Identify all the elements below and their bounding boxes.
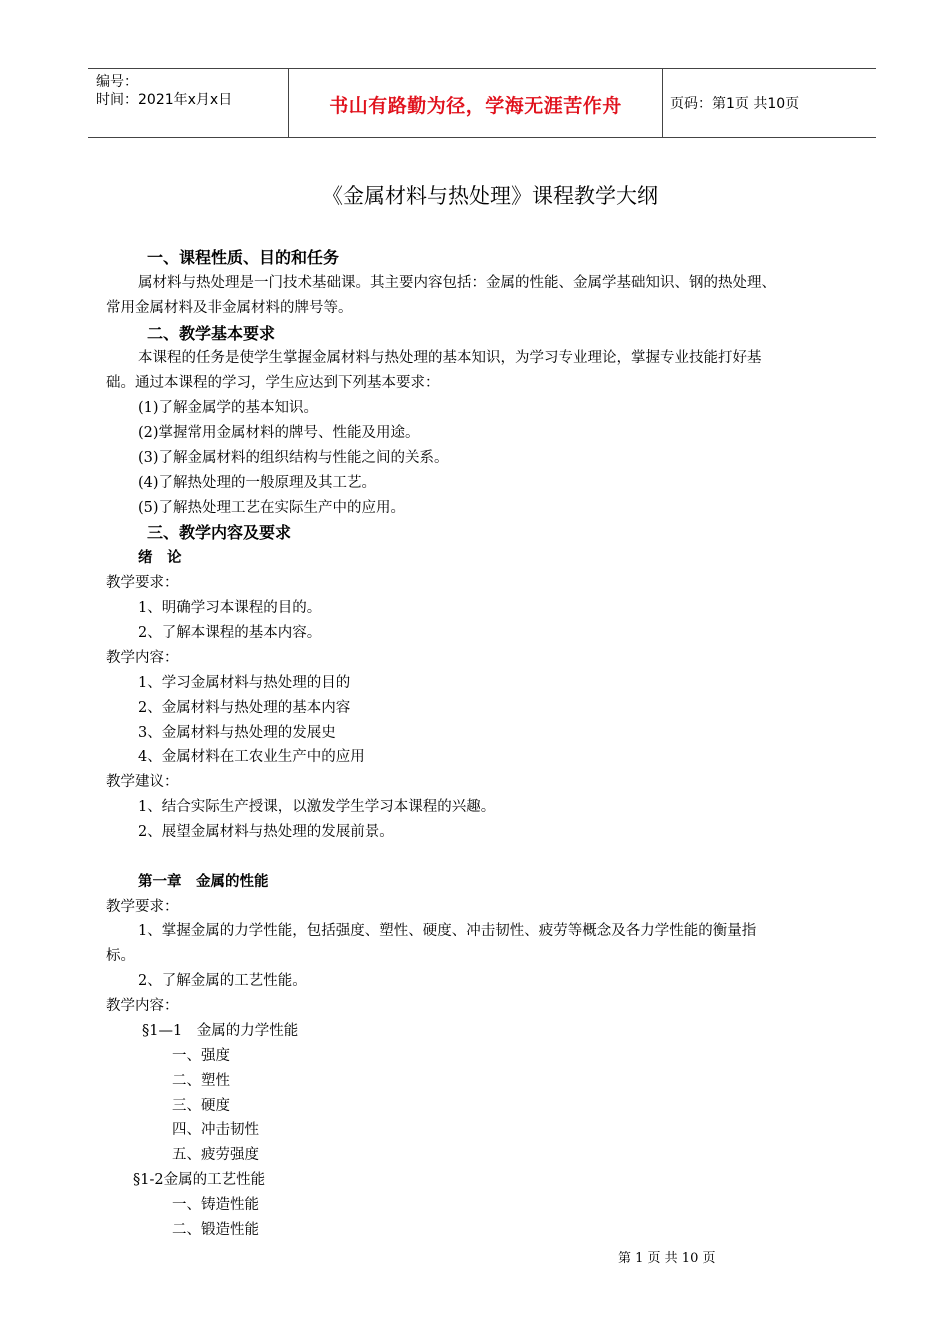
time-label: 时间：2021年x月x日 (96, 92, 233, 108)
section-heading: 一、课程性质、目的和任务 (147, 248, 340, 267)
section-heading: 二、教学基本要求 (147, 324, 276, 343)
list-item: 四、冲击韧性 (172, 1122, 259, 1138)
motto-text: 书山有路勤为径，学海无涯苦作舟 (329, 95, 622, 117)
paragraph-line: 属材料与热处理是一门技术基础课。其主要内容包括：金属的性能、金属学基础知识、钢的热处理、 (138, 275, 776, 291)
document-title: 《金属材料与热处理》课程教学大纲 (322, 184, 658, 208)
list-item: 1、学习金属材料与热处理的目的 (138, 675, 351, 691)
section-heading: 三、教学内容及要求 (147, 523, 292, 542)
header-page-cell (662, 69, 876, 137)
list-item: 一、铸造性能 (172, 1197, 259, 1213)
list-item: (2)掌握常用金属材料的牌号、性能及用途。 (138, 425, 420, 441)
list-item: 五、疲劳强度 (172, 1147, 259, 1163)
list-item: 1、结合实际生产授课，以激发学生学习本课程的兴趣。 (138, 799, 496, 815)
paragraph-line: 教学建议： (106, 774, 179, 790)
list-item: 2、金属材料与热处理的基本内容 (138, 700, 351, 716)
list-item: 二、塑性 (172, 1073, 230, 1089)
list-item: 3、金属材料与热处理的发展史 (138, 725, 336, 741)
list-item: 1、明确学习本课程的目的。 (138, 600, 322, 616)
header-table (88, 68, 876, 138)
paragraph-line: 标。 (106, 948, 135, 964)
chapter-heading: 第一章 金属的性能 (138, 874, 269, 890)
list-item: (3)了解金属材料的组织结构与性能之间的关系。 (138, 450, 449, 466)
list-item: 二、锻造性能 (172, 1222, 259, 1238)
list-item: 1、掌握金属的力学性能，包括强度、塑性、硬度、冲击韧性、疲劳等概念及各力学性能的衡量指 (138, 923, 757, 939)
paragraph-line: 教学内容： (106, 650, 179, 666)
subsection-heading: 绪 论 (138, 550, 182, 566)
list-item: (4)了解热处理的一般原理及其工艺。 (138, 475, 377, 491)
list-item: 2、展望金属材料与热处理的发展前景。 (138, 824, 394, 840)
paragraph-line: 础。通过本课程的学习，学生应达到下列基本要求： (106, 375, 440, 391)
header-motto-cell (288, 69, 663, 137)
paragraph-line: 教学要求： (106, 575, 179, 591)
page-label: 页码：第1页 共10页 (670, 96, 800, 112)
paragraph-line: 本课程的任务是使学生掌握金属材料与热处理的基本知识，为学习专业理论，掌握专业技能打好基 (138, 350, 762, 366)
list-item: 三、硬度 (172, 1098, 230, 1114)
list-item: 4、金属材料在工农业生产中的应用 (138, 749, 365, 765)
header-info-cell (88, 69, 288, 137)
list-item: 一、强度 (172, 1048, 230, 1064)
list-item: (5)了解热处理工艺在实际生产中的应用。 (138, 500, 406, 516)
list-item: (1)了解金属学的基本知识。 (138, 400, 319, 416)
paragraph-line: 教学要求： (106, 899, 179, 915)
section-number-line: §1—1 金属的力学性能 (142, 1023, 299, 1039)
list-item: 2、了解本课程的基本内容。 (138, 625, 322, 641)
paragraph-line: 常用金属材料及非金属材料的牌号等。 (106, 300, 353, 316)
list-item: 2、了解金属的工艺性能。 (138, 973, 307, 989)
serial-label: 编号： (96, 74, 138, 90)
paragraph-line: 教学内容： (106, 998, 179, 1014)
section-number-line: §1-2金属的工艺性能 (133, 1172, 266, 1188)
page-footer: 第 1 页 共 10 页 (618, 1251, 716, 1266)
